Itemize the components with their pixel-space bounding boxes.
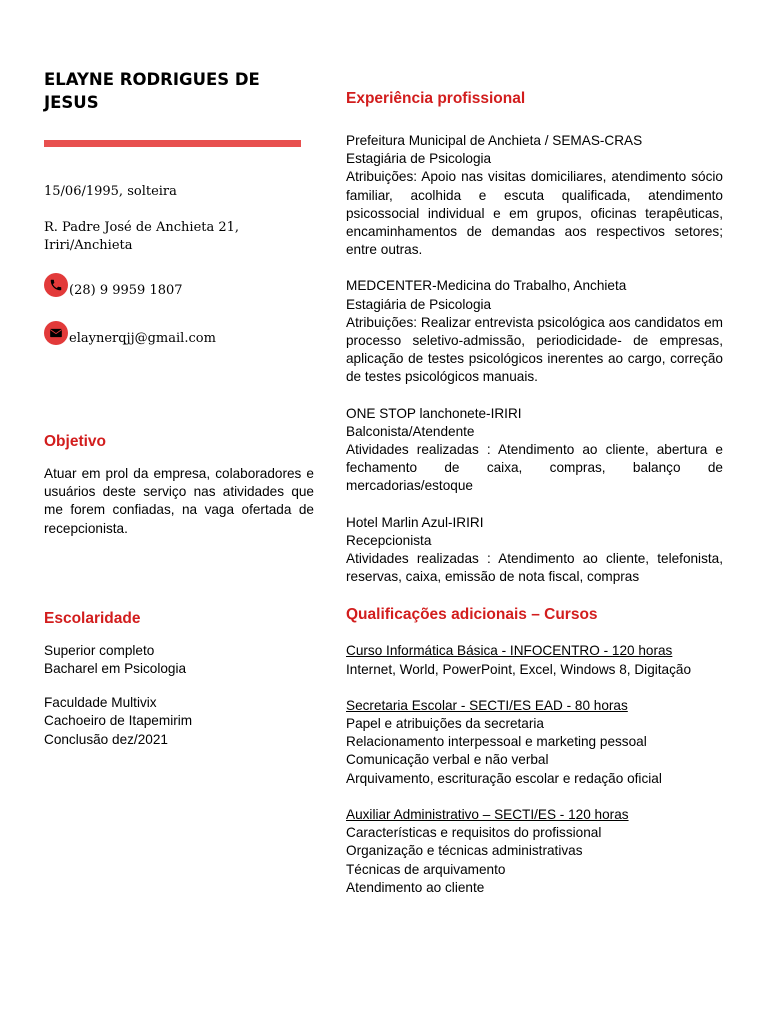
job-role: Estagiária de Psicologia bbox=[346, 151, 492, 167]
job-role: Recepcionista bbox=[346, 532, 432, 548]
job-description: Atividades realizadas : Atendimento ao cliente, telefonista, reservas, caixa, emissão de nota fiscal, compras bbox=[346, 551, 723, 585]
job-company: Hotel Marlin Azul-IRIRI bbox=[346, 514, 484, 530]
objetivo-heading: Objetivo bbox=[44, 433, 107, 450]
list-item: Cachoeiro de Itapemirim bbox=[44, 713, 193, 729]
job-role: Estagiária de Psicologia bbox=[346, 296, 492, 312]
phone-number: (28) 9 9959 1807 bbox=[69, 283, 183, 298]
job-company: Prefeitura Municipal de Anchieta / SEMAS-CRAS bbox=[346, 133, 643, 148]
job-entry bbox=[346, 277, 723, 386]
candidate-name: ELAYNE RODRIGUES DE JESUS bbox=[44, 70, 260, 112]
phone-icon bbox=[44, 273, 68, 297]
course-name: Secretaria Escolar - SECTI/ES EAD - 80 horas bbox=[346, 697, 628, 713]
escolaridade-heading: Escolaridade bbox=[44, 609, 141, 627]
list-item: Conclusão dez/2021 bbox=[44, 731, 168, 747]
list-item: Faculdade Multivix bbox=[44, 695, 157, 711]
address-line-1: R. Padre José de Anchieta 21, bbox=[44, 220, 240, 235]
birth-info: 15/06/1995, solteira bbox=[44, 184, 177, 199]
address-line-2: Iriri/Anchieta bbox=[44, 238, 133, 253]
job-description: Atividades realizadas : Atendimento ao cliente, abertura e fechamento de caixa, compras, balanço de mercadorias/estoque bbox=[346, 442, 723, 494]
course-name: Curso Informática Básica - INFOCENTRO - 120 horas bbox=[346, 643, 673, 659]
list-item: Atendimento ao cliente bbox=[346, 879, 485, 895]
qualificacoes-heading: Qualificações adicionais – Cursos bbox=[346, 606, 598, 624]
course-entry bbox=[346, 697, 723, 788]
job-entry bbox=[346, 514, 723, 587]
list-item: Internet, World, PowerPoint, Excel, Windows 8, Digitação bbox=[346, 661, 692, 677]
course-entry bbox=[346, 806, 723, 897]
job-role: Balconista/Atendente bbox=[346, 423, 475, 439]
job-company: ONE STOP lanchonete-IRIRI bbox=[346, 405, 522, 421]
job-company: MEDCENTER-Medicina do Trabalho, Anchieta bbox=[346, 278, 627, 294]
job-description: Atribuições: Realizar entrevista psicológica aos candidatos em processo seletivo-admissão, periodicidade- de empresas, aplicação de testes psicológicos inerentes ao cargo, correção de testes psicológicos manuais. bbox=[346, 314, 723, 385]
phone-row bbox=[44, 273, 314, 299]
email-address[interactable]: elaynerqjj@gmail.com bbox=[69, 331, 216, 346]
list-item: Papel e atribuições da secretaria bbox=[346, 716, 544, 732]
list-item: Bacharel em Psicologia bbox=[44, 661, 187, 677]
accent-bar bbox=[44, 140, 301, 147]
list-item: Características e requisitos do profissional bbox=[346, 825, 602, 841]
escolaridade-block-2 bbox=[44, 694, 314, 749]
list-item: Arquivamento, escrituração escolar e redação oficial bbox=[346, 770, 662, 786]
objetivo-text: Atuar em prol da empresa, colaboradores e usuários deste serviço nas atividades que me forem confiadas, na vaga ofertada de recepcionista. bbox=[44, 466, 314, 536]
email-row bbox=[44, 321, 314, 347]
left-column bbox=[44, 68, 314, 749]
list-item: Técnicas de arquivamento bbox=[346, 861, 506, 877]
experiencia-heading: Experiência profissional bbox=[346, 90, 526, 107]
right-column bbox=[346, 90, 723, 897]
course-entry bbox=[346, 642, 723, 678]
envelope-icon bbox=[44, 321, 68, 345]
job-entry bbox=[346, 132, 723, 259]
list-item: Comunicação verbal e não verbal bbox=[346, 752, 549, 768]
address bbox=[44, 219, 314, 255]
course-name: Auxiliar Administrativo – SECTI/ES - 120 horas bbox=[346, 806, 629, 822]
escolaridade-block-1 bbox=[44, 642, 314, 678]
job-description: Atribuições: Apoio nas visitas domiciliares, atendimento sócio familiar, acolhida e escuta qualificada, atendimento psicossocial individual e em grupos, oficinas terapêuticas, encaminhamentos de demandas aos respectivos setores; entre outras. bbox=[346, 169, 723, 258]
job-entry bbox=[346, 405, 723, 496]
list-item: Relacionamento interpessoal e marketing pessoal bbox=[346, 734, 647, 750]
list-item: Organização e técnicas administrativas bbox=[346, 843, 583, 859]
list-item: Superior completo bbox=[44, 642, 155, 658]
